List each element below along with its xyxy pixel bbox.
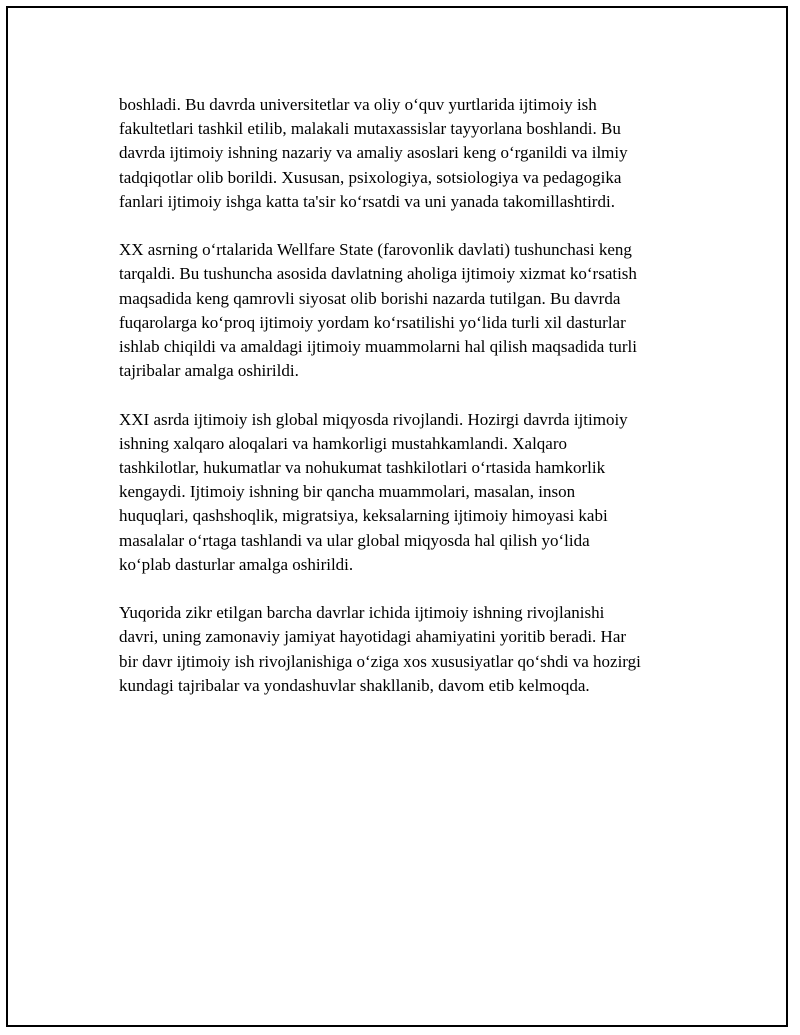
text-line: XX asrning oʻrtalarida Wellfare State (farovonlik davlati) tushunchasi keng: [119, 240, 632, 260]
text-line: koʻplab dasturlar amalga oshirildi.: [119, 554, 354, 574]
text-line: tarqaldi. Bu tushuncha asosida davlatning aholiga ijtimoiy xizmat koʻrsatish: [119, 264, 637, 284]
text-line: fanlari ijtimoiy ishga katta ta'sir koʻrsatdi va uni yanada takomillashtirdi.: [119, 191, 615, 211]
text-line: Yuqorida zikr etilgan barcha davrlar ichida ijtimoiy ishning rivojlanishi: [119, 603, 605, 623]
text-line: XXI asrda ijtimoiy ish global miqyosda rivojlandi. Hozirgi davrda ijtimoiy: [119, 409, 628, 429]
text-line: tashkilotlar, hukumatlar va nohukumat tashkilotlari oʻrtasida hamkorlik: [119, 458, 606, 478]
paragraph: [119, 93, 694, 214]
text-line: tadqiqotlar olib borildi. Xususan, psixologiya, sotsiologiya va pedagogika: [119, 167, 622, 187]
paragraph: [119, 601, 694, 698]
text-line: masalalar oʻrtaga tashlandi va ular global miqyosda hal qilish yoʻlida: [119, 530, 590, 550]
paragraph: [119, 408, 694, 577]
text-line: ishning xalqaro aloqalari va hamkorligi mustahkamlandi. Xalqaro: [119, 433, 568, 453]
text-line: huquqlari, qashshoqlik, migratsiya, keksalarning ijtimoiy himoyasi kabi: [119, 506, 608, 526]
text-line: fakultetlari tashkil etilib, malakali mutaxassislar tayyorlana boshlandi. Bu: [119, 119, 621, 139]
text-line: davrda ijtimoiy ishning nazariy va amaliy asoslari keng oʻrganildi va ilmiy: [119, 143, 628, 163]
paragraph: [119, 238, 694, 383]
text-line: kengaydi. Ijtimoiy ishning bir qancha muammolari, masalan, inson: [119, 482, 576, 502]
text-line: davri, uning zamonaviy jamiyat hayotidagi ahamiyatini yoritib beradi. Har: [119, 627, 627, 647]
text-line: maqsadida keng qamrovli siyosat olib borishi nazarda tutilgan. Bu davrda: [119, 288, 621, 308]
text-line: ishlab chiqildi va amaldagi ijtimoiy muammolarni hal qilish maqsadida turli: [119, 337, 637, 357]
text-line: bir davr ijtimoiy ish rivojlanishiga oʻziga xos xususiyatlar qoʻshdi va hozirgi: [119, 651, 641, 671]
text-line: kundagi tajribalar va yondashuvlar shakllanib, davom etib kelmoqda.: [119, 675, 590, 695]
document-body: [119, 93, 694, 722]
text-line: boshladi. Bu davrda universitetlar va oliy oʻquv yurtlarida ijtimoiy ish: [119, 95, 597, 114]
text-line: fuqarolarga koʻproq ijtimoiy yordam koʻrsatilishi yoʻlida turli xil dasturlar: [119, 312, 626, 332]
text-line: tajribalar amalga oshirildi.: [119, 361, 299, 381]
